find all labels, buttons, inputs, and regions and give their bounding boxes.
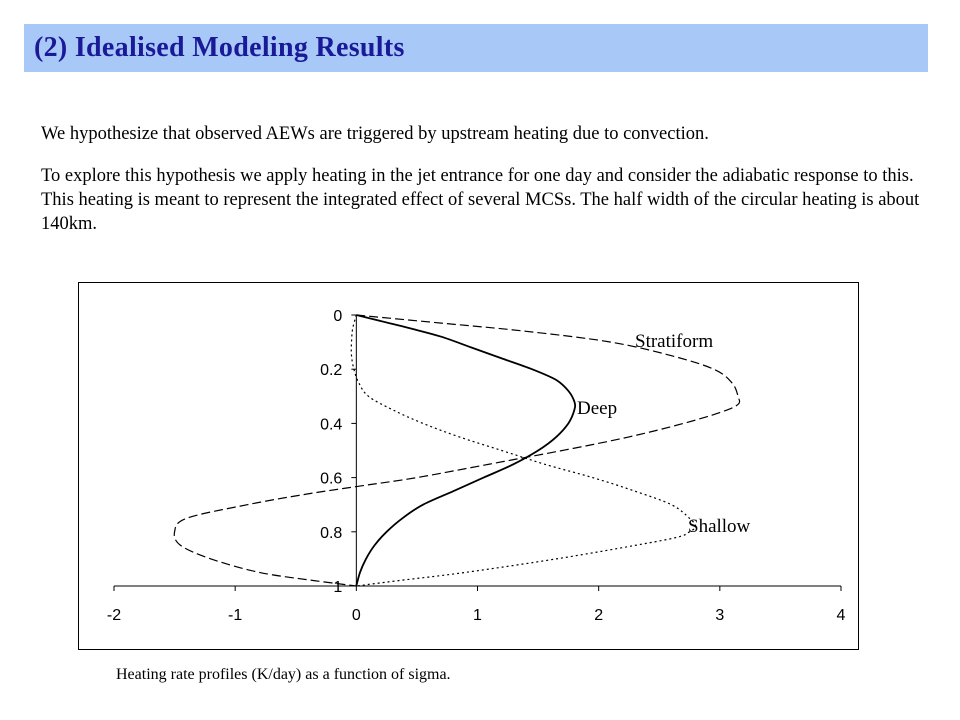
curve-label-shallow: Shallow [688,516,751,537]
title-bar [24,24,928,72]
y-tick-label: 0 [333,308,343,325]
series-stratiform-line [174,315,739,586]
x-tick-label: 4 [836,607,846,624]
figure-caption: Heating rate profiles (K/day) as a function of sigma. [116,666,451,683]
curve-label-stratiform: Stratiform [635,331,714,352]
curve-label-deep: Deep [577,398,618,419]
x-tick-label: 1 [473,607,482,624]
x-tick-label: 3 [715,607,725,624]
x-tick-label: -1 [228,607,243,624]
slide-title: (2) Idealised Modeling Results [34,32,405,63]
y-tick-label: 0.6 [320,470,343,488]
method-paragraph: To explore this hypothesis we apply heating in the jet entrance for one day and consider the adiabatic response to this. This heating is meant to represent the integrated effect of several MCSs. The half width of the circular heating is about 140km. [41,166,920,234]
heating-profile-chart [78,282,859,650]
x-tick-label: 2 [594,607,604,624]
chart-svg [79,283,860,651]
series-deep-line [356,315,575,586]
x-tick-label: -2 [106,607,122,624]
y-tick-label: 0.4 [320,416,343,434]
series-shallow-line [351,315,695,586]
x-tick-label: 0 [351,607,361,624]
y-tick-label: 1 [333,579,343,596]
y-tick-label: 0.2 [320,362,343,380]
hypothesis-paragraph: We hypothesize that observed AEWs are triggered by upstream heating due to convection. [41,124,709,144]
y-tick-label: 0.8 [320,524,343,542]
